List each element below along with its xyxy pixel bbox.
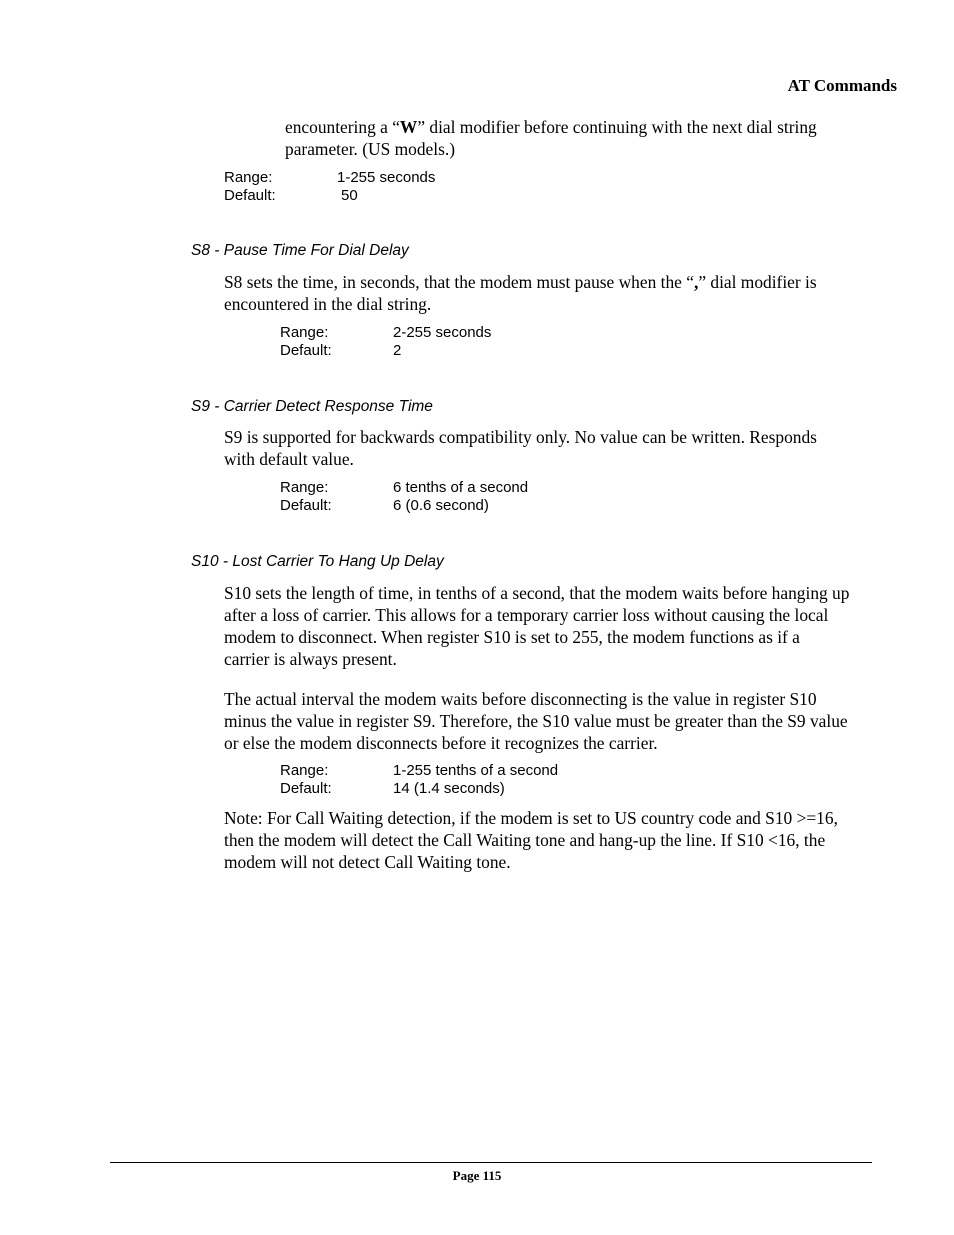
intro-default-value: 50 [341,187,358,204]
s9-range-label: Range: [280,479,329,496]
s10-note-line-1: Note: For Call Waiting detection, if the modem is set to US country code and S10 >=16, [224,808,838,828]
s10-range-value: 1-255 tenths of a second [393,762,559,779]
intro-line-1-end: ” dial modifier before continuing with the next dial string [417,117,817,137]
s9-heading: S9 - Carrier Detect Response Time [191,398,433,415]
intro-range-value: 1-255 seconds [337,169,436,186]
s8-line-2: encountered in the dial string. [224,294,432,314]
s10-para2-line-1: The actual interval the modem waits before disconnecting is the value in register S10 [224,689,817,709]
intro-default-label: Default: [224,187,276,204]
intro-line-1-start: encountering a “ [285,117,400,137]
s10-para1-line-4: carrier is always present. [224,649,397,669]
s8-dial-modifier: , [693,272,699,292]
s10-para1-line-2: after a loss of carrier. This allows for a temporary carrier loss without causing the local [224,605,829,625]
s10-heading: S10 - Lost Carrier To Hang Up Delay [191,553,444,570]
s8-default-label: Default: [280,342,332,359]
s8-range-label: Range: [280,324,329,341]
page-header-title: AT Commands [787,76,897,95]
s9-range-value: 6 tenths of a second [393,479,529,496]
s8-line-1-start: S8 sets the time, in seconds, that the modem must pause when the “ [224,272,694,292]
s10-default-value: 14 (1.4 seconds) [393,780,505,797]
s10-para1-line-1: S10 sets the length of time, in tenths of a second, that the modem waits before hanging up [224,583,850,603]
s10-note-line-2: then the modem will detect the Call Waiting tone and hang-up the line. If S10 <16, the [224,830,826,850]
s9-default-value: 6 (0.6 second) [393,497,489,514]
s8-heading: S8 - Pause Time For Dial Delay [191,242,409,259]
intro-range-label: Range: [224,169,273,186]
s10-default-label: Default: [280,780,332,797]
s8-line-1-end: ” dial modifier is [698,272,817,292]
intro-line-1 [285,116,817,138]
s10-note-line-3: modem will not detect Call Waiting tone. [224,852,511,872]
s10-para1-line-3: modem to disconnect. When register S10 is set to 255, the modem functions as if a [224,627,800,647]
s8-line-1 [224,271,817,293]
s10-para2-line-3: or else the modem disconnects before it recognizes the carrier. [224,733,658,753]
intro-dial-modifier: W [399,117,418,137]
s8-default-value: 2 [393,342,402,359]
s9-line-1: S9 is supported for backwards compatibility only. No value can be written. Responds [224,427,817,447]
s9-default-label: Default: [280,497,332,514]
s9-line-2: with default value. [224,449,354,469]
page-number: Page 115 [452,1168,502,1183]
intro-line-2: parameter. (US models.) [285,139,455,159]
s10-range-label: Range: [280,762,329,779]
s10-para2-line-2: minus the value in register S9. Therefore, the S10 value must be greater than the S9 value [224,711,848,731]
s8-range-value: 2-255 seconds [393,324,492,341]
footer-divider [110,1162,872,1163]
